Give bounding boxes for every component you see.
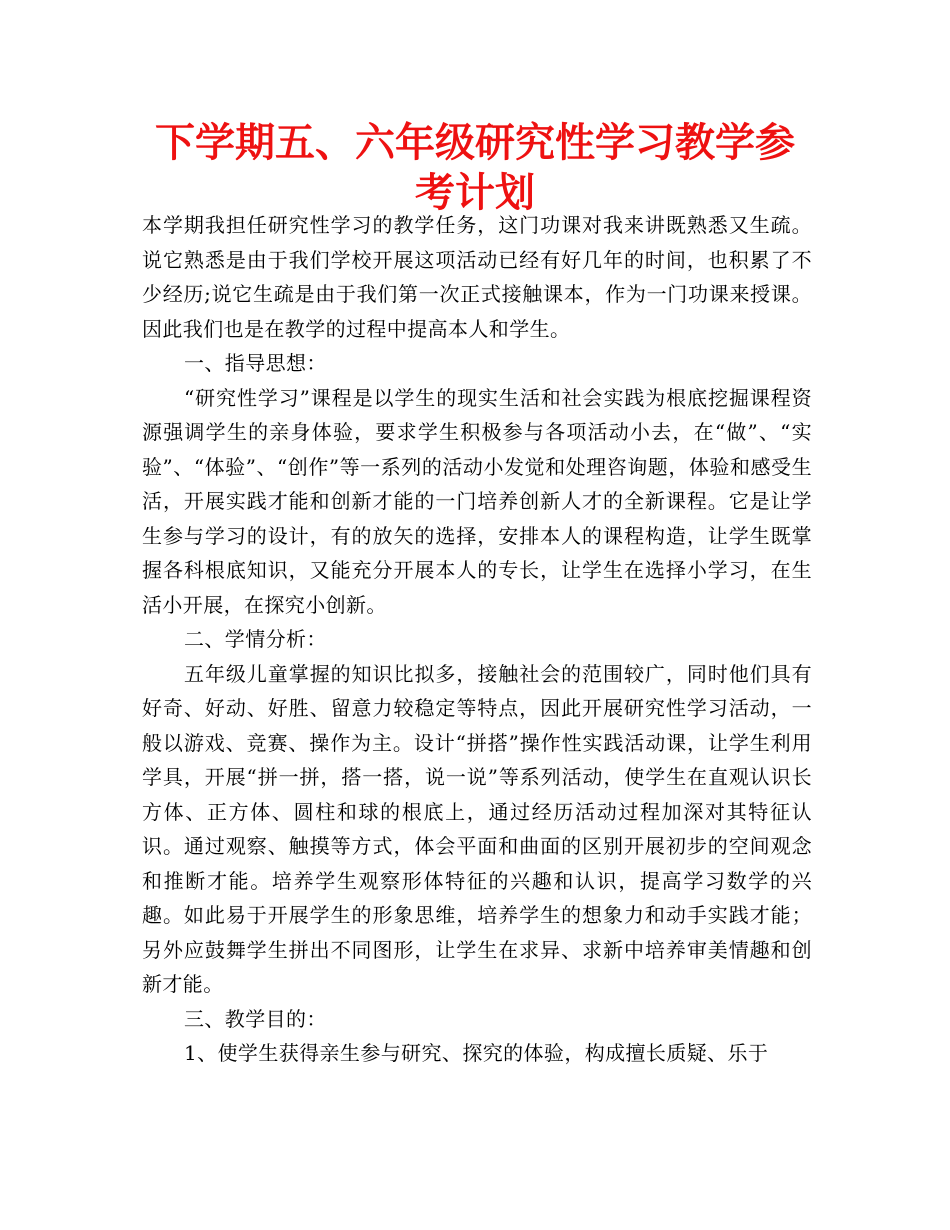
document-title: 下学期五、六年级研究性学习教学参考计划 bbox=[155, 120, 795, 216]
student-analysis-paragraph: 五年级儿童掌握的知识比拟多，接触社会的范围较广，同时他们具有好奇、好动、好胜、留意力较稳定等特点，因此开展研究性学习活动，一般以游戏、竞赛、操作为主。设计“拼搭”操作性实践活动课，让学生利用学具，开展“拼一拼，搭一搭，说一说”等系列活动，使学生在直观认识长方体、正方体、圆柱和球的根底上，通过经历活动过程加深对其特征认识。通过观察、触摸等方式，体会平面和曲面的区别开展初步的空间观念和推断才能。培养学生观察形体特征的兴趣和认识，提高学习数学的兴趣。如此易于开展学生的形象思维，培养学生的想象力和动手实践才能；另外应鼓舞学生拼出不同图形，让学生在求异、求新中培养审美情趣和创新才能。 bbox=[142, 661, 812, 996]
section-heading-teaching-goals: 三、教学目的： bbox=[184, 1006, 327, 1031]
section-heading-student-analysis: 二、学情分析： bbox=[184, 627, 327, 651]
document-body bbox=[142, 208, 812, 1071]
section-heading-guiding-thought: 一、指导思想： bbox=[184, 351, 327, 375]
intro-paragraph: 本学期我担任研究性学习的教学任务，这门功课对我来讲既熟悉又生疏。说它熟悉是由于我们学校开展这项活动已经有好几年的时间，也积累了不少经历;说它生疏是由于我们第一次正式接触课本，作为一门功课来授课。因此我们也是在教学的过程中提高本人和学生。 bbox=[142, 213, 812, 341]
guiding-thought-paragraph: “研究性学习”课程是以学生的现实生活和社会实践为根底挖掘课程资源强调学生的亲身体验，要求学生积极参与各项活动小去，在“做”、“实验”、“体验”、“创作”等一系列的活动小发觉和处理咨询题，体验和感受生活，开展实践才能和创新才能的一门培养创新人才的全新课程。它是让学生参与学习的设计，有的放矢的选择，安排本人的课程构造，让学生既掌握各科根底知识，又能充分开展本人的专长，让学生在选择小学习，在生活小开展，在探究小创新。 bbox=[142, 385, 812, 617]
teaching-goal-item-1: 1、使学生获得亲生参与研究、探究的体验，构成擅长质疑、乐于 bbox=[184, 1041, 769, 1065]
